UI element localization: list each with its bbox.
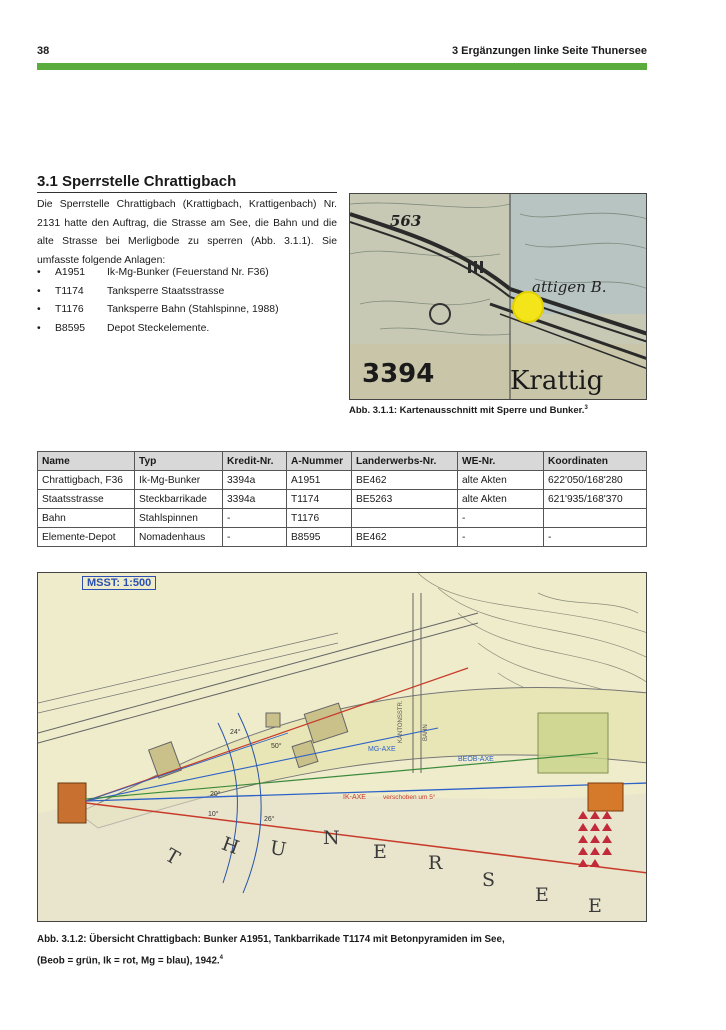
table-cell: - <box>223 528 287 547</box>
table-row <box>38 509 647 528</box>
figure2-caption-line2: (Beob = grün, Ik = rot, Mg = blau), 1942. <box>37 955 220 967</box>
table-row <box>38 471 647 490</box>
table-cell: 621'935/168'370 <box>544 490 647 509</box>
facility-code: T1174 <box>55 285 84 297</box>
table-cell: B8595 <box>287 528 352 547</box>
table-cell: - <box>458 509 544 528</box>
table-row <box>38 490 647 509</box>
footnote-ref: 3 <box>584 405 588 411</box>
column-header: WE-Nr. <box>458 452 544 471</box>
section-title: 3.1 Sperrstelle Chrattigbach <box>37 173 237 190</box>
table-cell: T1174 <box>287 490 352 509</box>
table-cell: - <box>223 509 287 528</box>
lake-letter: E <box>588 895 602 917</box>
table-cell: A1951 <box>287 471 352 490</box>
table-cell: BE462 <box>352 528 458 547</box>
table-cell: 3394a <box>223 490 287 509</box>
angle-label: 24° <box>230 729 241 736</box>
facility-text: Depot Steckelemente. <box>107 322 210 334</box>
mg-axis-label: MG-AXE <box>368 746 396 753</box>
site-plan-figure <box>37 572 647 922</box>
angle-label: 26° <box>264 816 275 823</box>
lake-letter: U <box>268 836 288 862</box>
facility-code: A1951 <box>55 267 86 278</box>
lake-letter: N <box>323 827 340 849</box>
figure1-caption-text: Abb. 3.1.1: Kartenausschnitt mit Sperre und Bunker. <box>349 405 585 417</box>
road-label: KANTONSSTR. <box>398 700 404 743</box>
beob-axis-label: BEOB-AXE <box>458 756 494 763</box>
figure2-caption-line2-wrap <box>37 949 647 970</box>
plan-scale-label: MSST: 1:500 <box>82 576 156 590</box>
list-item <box>37 320 337 339</box>
table-cell: Chrattigbach, F36 <box>38 471 135 490</box>
table-cell <box>544 509 647 528</box>
facility-code: T1176 <box>55 304 84 316</box>
table-cell: T1176 <box>287 509 352 528</box>
lake-letter: E <box>535 884 549 906</box>
page-number: 38 <box>37 45 50 57</box>
lake-letter: R <box>428 852 443 874</box>
column-header: Landerwerbs-Nr. <box>352 452 458 471</box>
figure1-caption <box>349 405 649 416</box>
ik-axis-label: IK-AXE <box>343 794 366 801</box>
ik-axis-note: verschoben um 5° <box>383 794 436 801</box>
list-item <box>37 264 337 283</box>
map-label-town: Krattig <box>510 366 604 396</box>
lake-letter: T <box>161 844 184 870</box>
table-cell: Bahn <box>38 509 135 528</box>
table-cell: Staatsstrasse <box>38 490 135 509</box>
table-cell: 622'050/168'280 <box>544 471 647 490</box>
lake-letter: E <box>373 841 387 863</box>
column-header: Kredit-Nr. <box>223 452 287 471</box>
table-cell: Steckbarrikade <box>135 490 223 509</box>
facility-code: B8595 <box>55 322 86 334</box>
table-cell: Nomadenhaus <box>135 528 223 547</box>
lake-letter: H <box>218 832 242 860</box>
title-underline <box>37 192 337 193</box>
map-excerpt-figure <box>349 193 647 400</box>
column-header: Name <box>38 452 135 471</box>
facility-table <box>37 451 647 547</box>
angle-label: 50° <box>271 743 282 750</box>
table-cell: - <box>458 528 544 547</box>
angle-label: 20° <box>210 791 221 798</box>
table-cell: alte Akten <box>458 490 544 509</box>
map-label-elevation: 563 <box>390 212 422 230</box>
table-cell <box>352 509 458 528</box>
list-item <box>37 301 337 320</box>
column-header: Typ <box>135 452 223 471</box>
header-bar <box>37 63 647 70</box>
table-cell: Elemente-Depot <box>38 528 135 547</box>
table-cell: BE462 <box>352 471 458 490</box>
intro-paragraph: Die Sperrstelle Chrattigbach (Krattigbach, Krattigenbach) Nr. 2131 hatte den Auftrag, die Strasse am See, die Bahn und die alte Strasse bei Merligbode zu sperren (Abb. 3.1.1). Sie umfasste folgende Anlagen: <box>37 199 337 266</box>
table-cell: - <box>544 528 647 547</box>
column-header: Koordinaten <box>544 452 647 471</box>
map-label-place: attigen B. <box>532 278 607 296</box>
angle-label: 10° <box>208 811 219 818</box>
figure2-caption-line1: Abb. 3.1.2: Übersicht Chrattigbach: Bunker A1951, Tankbarrikade T1174 mit Betonpyramiden im See, <box>37 934 505 945</box>
footnote-ref: 4 <box>219 955 223 961</box>
page-header <box>37 45 647 61</box>
table-cell: Ik-Mg-Bunker <box>135 471 223 490</box>
map-label-sheet: 3394 <box>362 359 435 389</box>
rail-label: BAHN <box>423 724 429 741</box>
list-item <box>37 283 337 302</box>
site-plan-svg <box>38 573 647 922</box>
facility-text: Tanksperre Staatsstrasse <box>107 285 225 297</box>
column-header: A-Nummer <box>287 452 352 471</box>
facility-text: Tanksperre Bahn (Stahlspinne, 1988) <box>107 304 279 316</box>
table-row <box>38 528 647 547</box>
facility-text: Ik-Mg-Bunker (Feuerstand Nr. F36) <box>107 267 269 278</box>
chapter-title: 3 Ergänzungen linke Seite Thunersee <box>452 45 647 57</box>
table-cell: 3394a <box>223 471 287 490</box>
table-cell: Stahlspinnen <box>135 509 223 528</box>
table-cell: alte Akten <box>458 471 544 490</box>
table-cell: BE5263 <box>352 490 458 509</box>
lake-letter: S <box>482 869 496 891</box>
figure2-caption <box>37 930 647 970</box>
facility-list <box>37 264 337 338</box>
table-header-row <box>38 452 647 471</box>
